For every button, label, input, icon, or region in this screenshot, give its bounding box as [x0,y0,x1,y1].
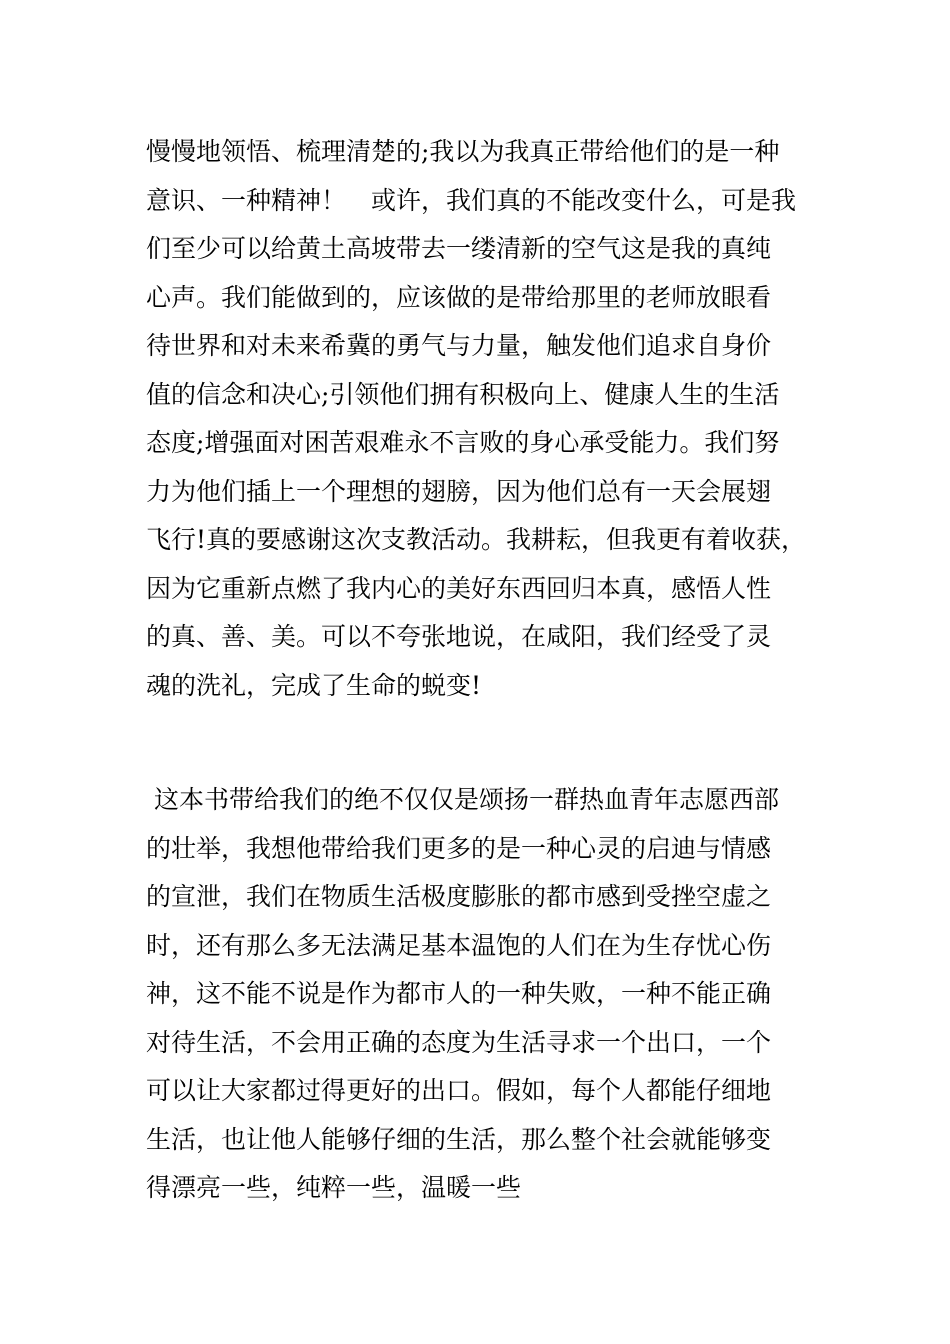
text-line: 神，这不能不说是作为都市人的一种失败，一种不能正确 [146,979,772,1008]
text-line: 飞行!真的要感谢这次支教活动。我耕耘，但我更有着收获， [146,525,807,554]
text-line: 意识、一种精神！ 或许，我们真的不能改变什么，可是我 [146,185,797,215]
text-line: 值的信念和决心;引领他们拥有积极向上、健康人生的生活 [146,379,780,409]
text-line: 慢慢地领悟、梳理清楚的;我以为我真正带给他们的是一种 [146,137,780,166]
text-line: 对待生活，不会用正确的态度为生活寻求一个出口，一个 [146,1027,772,1057]
text-line: 因为它重新点燃了我内心的美好东西回归本真，感悟人性 [146,573,772,603]
paragraph-1 [146,128,816,710]
text-line: 得漂亮一些，纯粹一些，温暖一些 [146,1173,522,1202]
text-line: 们至少可以给黄土高坡带去一缕清新的空气这是我的真纯 [146,234,772,263]
text-line: 这本书带给我们的绝不仅仅是颂扬一群热血青年志愿西部 [146,785,779,814]
text-line: 力为他们插上一个理想的翅膀，因为他们总有一天会展翅 [146,476,772,506]
text-line: 生活，也让他人能够仔细的生活，那么整个社会就能够变 [146,1124,772,1154]
text-line: 魂的洗礼，完成了生命的蜕变! [146,670,482,700]
text-line: 的真、善、美。可以不夸张地说，在咸阳，我们经受了灵 [146,622,772,651]
text-line: 态度;增强面对困苦艰难永不言败的身心承受能力。我们努 [146,428,780,457]
text-line: 待世界和对未来希冀的勇气与力量，触发他们追求自身价 [146,331,772,360]
text-line: 的壮举，我想他带给我们更多的是一种心灵的启迪与情感 [146,833,772,863]
paragraph-2 [146,776,816,1213]
text-line: 可以让大家都过得更好的出口。假如，每个人都能仔细地 [146,1076,772,1105]
text-line: 心声。我们能做到的，应该做的是带给那里的老师放眼看 [146,282,772,312]
text-line: 的宣泄，我们在物质生活极度膨胀的都市感到受挫空虚之 [146,882,772,911]
text-line: 时，还有那么多无法满足基本温饱的人们在为生存忧心伤 [146,930,772,960]
